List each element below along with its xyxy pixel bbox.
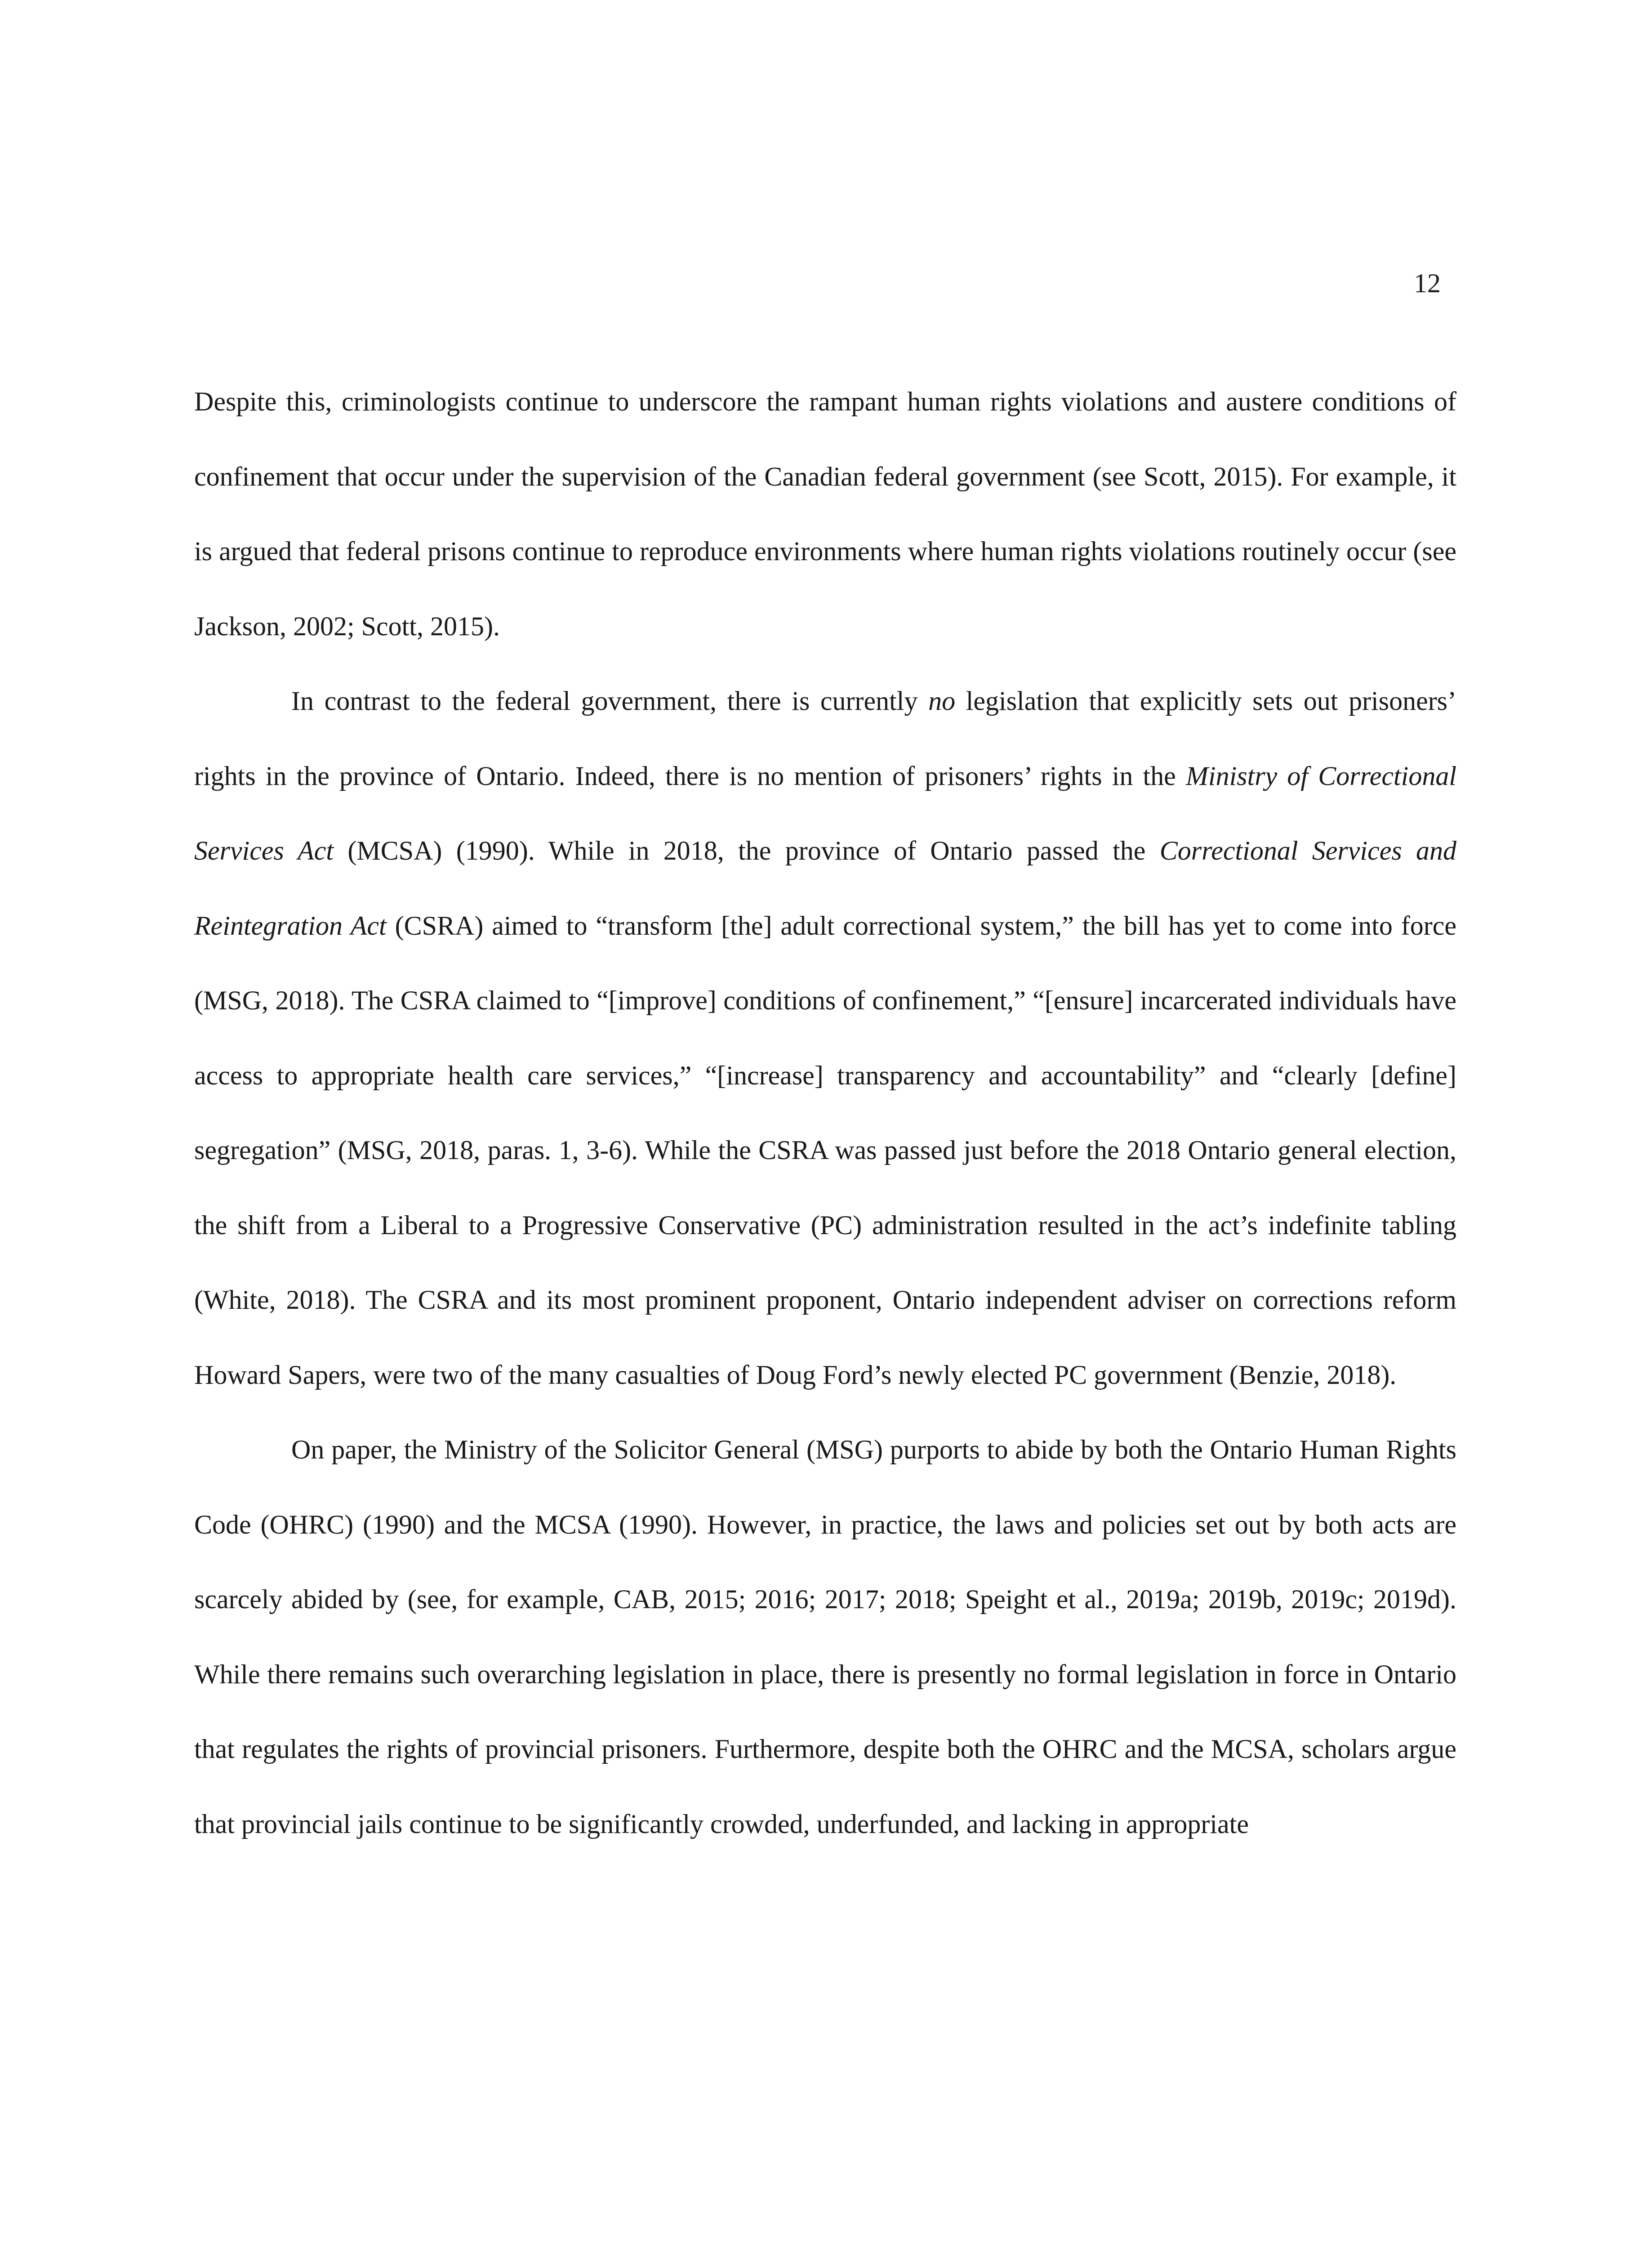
body-text	[194, 364, 1456, 1861]
emphasis-no: no	[928, 686, 956, 716]
paragraph-2-text: (MCSA) (1990). While in 2018, the province of Ontario passed the	[334, 836, 1160, 865]
paragraph-2-text: In contrast to the federal government, there is currently	[291, 686, 929, 716]
paragraph-2-text: legislation that explicitly sets out prisoners’ rights in the province of Ontario. Indeed, there is no mention of prisoners’ rights in the	[194, 686, 1457, 791]
paragraph-2	[194, 664, 1456, 1412]
page-number: 12	[1414, 268, 1441, 298]
paragraph-2-text: (CSRA) aimed to “transform [the] adult correctional system,” the bill has yet to come into force (MSG, 2018). The CSRA claimed to “[improve] conditions of confinement,” “[ensure] incarcerated individuals have access to appropriate health care services,” “[increase] transparency and accountability” and “clearly [define] segregation” (MSG, 2018, paras. 1, 3-6). While the CSRA was passed just before the 2018 Ontario general election, the shift from a Liberal to a Progressive Conservative (PC) administration resulted in the act’s indefinite tabling (White, 2018). The CSRA and its most prominent proponent, Ontario independent adviser on corrections reform Howard Sapers, were two of the many casualties of Doug Ford’s newly elected PC government (Benzie, 2018).	[194, 910, 1456, 1390]
paragraph-1-text: Despite this, criminologists continue to underscore the rampant human rights violations and austere conditions of confinement that occur under the supervision of the Canadian federal government (see Scott, 2015). For example, it is argued that federal prisons continue to reproduce environments where human rights violations routinely occur (see Jackson, 2002; Scott, 2015).	[194, 387, 1456, 641]
paragraph-3	[194, 1412, 1456, 1861]
act-title-csra: Correctional Services and Reintegration Act	[194, 836, 1456, 941]
act-title-mcsa: Ministry of Correctional Services Act	[194, 761, 1456, 865]
paragraph-3-text: On paper, the Ministry of the Solicitor General (MSG) purports to abide by both the Ontario Human Rights Code (OHRC) (1990) and the MCSA (1990). However, in practice, the laws and policies set out by both acts are scarcely abided by (see, for example, CAB, 2015; 2016; 2017; 2018; Speight et al., 2019a; 2019b, 2019c; 2019d). While there remains such overarching legislation in place, there is presently no formal legislation in force in Ontario that regulates the rights of provincial prisoners. Furthermore, despite both the OHRC and the MCSA, scholars argue that provincial jails continue to be significantly crowded, underfunded, and lacking in appropriate	[194, 1435, 1456, 1839]
paragraph-1	[194, 364, 1456, 664]
